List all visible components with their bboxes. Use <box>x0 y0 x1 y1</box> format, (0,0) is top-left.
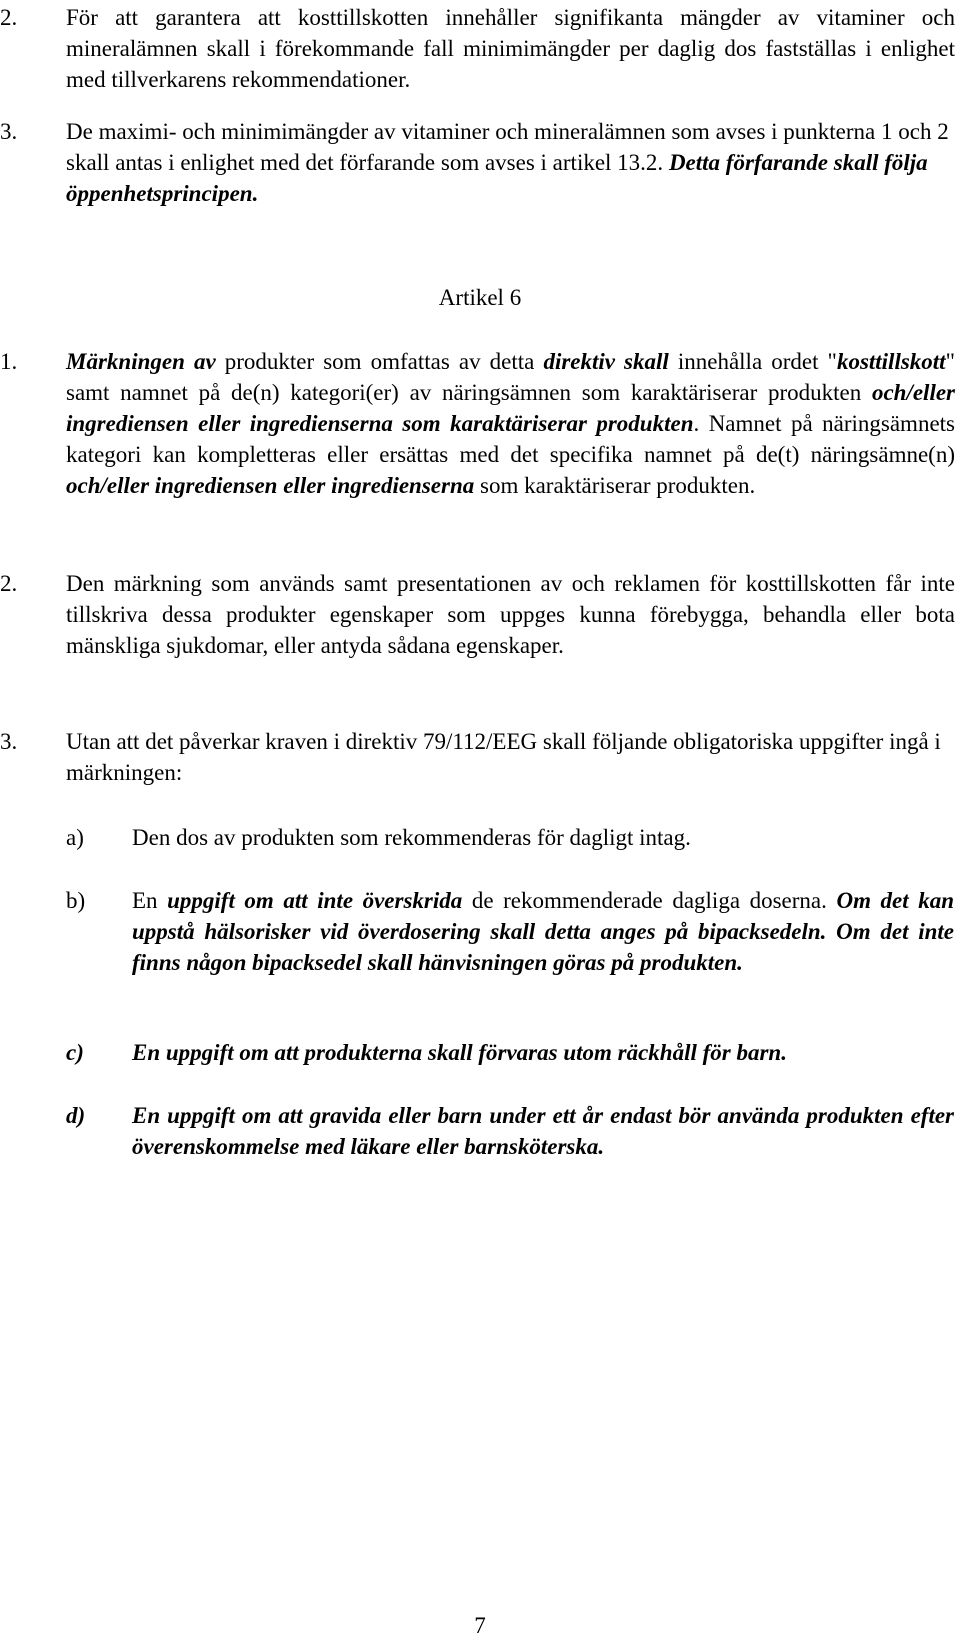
paragraph-text <box>66 726 955 788</box>
paragraph-text <box>66 2 955 95</box>
article-heading: Artikel 6 <box>438 285 522 310</box>
paragraph-number: 3. <box>0 119 18 144</box>
sub-item-label: c) <box>66 1040 84 1065</box>
page-number: 7 <box>474 1613 486 1638</box>
text-segment: innehålla ordet " <box>668 349 837 374</box>
text-segment: som karaktäriserar produkten. <box>474 473 756 498</box>
sub-item-text <box>132 822 954 853</box>
sub-item-label: a) <box>66 825 84 850</box>
text-segment: de rekommenderade dagliga doserna. <box>462 888 837 913</box>
emphasized-text: och/eller ingrediensen eller ingredienserna som karaktäriserar produkten <box>66 380 955 436</box>
text-segment: För att garantera att kosttillskotten innehåller signifikanta mängder av vitaminer och mineralämnen skall i förekommande fall minimimängder per daglig dos fastställas i enlighet med tillverkarens rekommendationer. <box>66 5 955 92</box>
sub-item-text <box>132 885 954 978</box>
paragraph-text <box>66 568 955 661</box>
article-item-2 <box>0 568 955 661</box>
text-segment: Den dos av produkten som rekommenderas för dagligt intag. <box>132 825 691 850</box>
paragraph-number: 1. <box>0 349 18 374</box>
article-item-3 <box>0 726 955 788</box>
text-segment: produkter som omfattas av detta <box>215 349 544 374</box>
text-segment: " samt namnet på de(n) kategori(er) av näringsämnen som karaktäriserar produkten <box>66 349 955 405</box>
sub-item-a <box>66 822 954 853</box>
sub-item-text <box>132 1100 954 1162</box>
text-segment: En <box>132 888 168 913</box>
paragraph-number: 3. <box>0 729 18 754</box>
paragraph-number: 2. <box>0 571 18 596</box>
emphasized-text: direktiv skall <box>543 349 669 374</box>
sub-item-label: b) <box>66 888 86 913</box>
sub-item-c <box>66 1037 954 1068</box>
emphasized-text: uppgift om att inte överskrida <box>167 888 463 913</box>
sub-item-label: d) <box>66 1103 86 1128</box>
paragraph-3 <box>0 116 955 209</box>
article-item-1 <box>0 346 955 501</box>
text-segment: Den märkning som används samt presentationen av och reklamen för kosttillskotten får inte tillskriva dessa produkter egenskaper som uppges kunna förebygga, behandla eller bota mänskliga sjukdomar, eller antyda sådana egenskaper. <box>66 571 955 658</box>
emphasized-text: En uppgift om att produkterna skall förvaras utom räckhåll för barn. <box>132 1040 787 1065</box>
text-segment: Utan att det påverkar kraven i direktiv 79/112/EEG skall följande obligatoriska uppgifter ingå i märkningen: <box>66 729 941 785</box>
paragraph-text <box>66 116 955 209</box>
text-segment: . Namnet på näringsämnets kategori kan kompletteras eller ersättas med det specifika namnet på de(t) näringsämne(n) <box>66 411 955 467</box>
emphasized-text: och/eller ingrediensen eller ingredienserna <box>66 473 475 498</box>
emphasized-text: En uppgift om att gravida eller barn under ett år endast bör använda produkten efter överenskommelse med läkare eller barnsköterska. <box>132 1103 954 1159</box>
sub-item-d <box>66 1100 954 1162</box>
emphasized-text: kosttillskott <box>836 349 946 374</box>
sub-item-text <box>132 1037 954 1068</box>
sub-item-b <box>66 885 954 978</box>
paragraph-2 <box>0 2 955 95</box>
emphasized-text: Märkningen av <box>66 349 216 374</box>
emphasized-text: Detta förfarande skall följa öppenhetsprincipen. <box>66 150 928 206</box>
paragraph-text <box>66 346 955 501</box>
paragraph-number: 2. <box>0 5 18 30</box>
emphasized-text: Om det kan uppstå hälsorisker vid överdosering skall detta anges på bipacksedeln. Om det inte finns någon bipacksedel skall hänvisningen göras på produkten. <box>132 888 955 975</box>
text-segment: De maximi- och minimimängder av vitaminer och mineralämnen som avses i punkterna 1 och 2 skall antas i enlighet med det förfarande som avses i artikel 13.2. <box>66 119 949 175</box>
